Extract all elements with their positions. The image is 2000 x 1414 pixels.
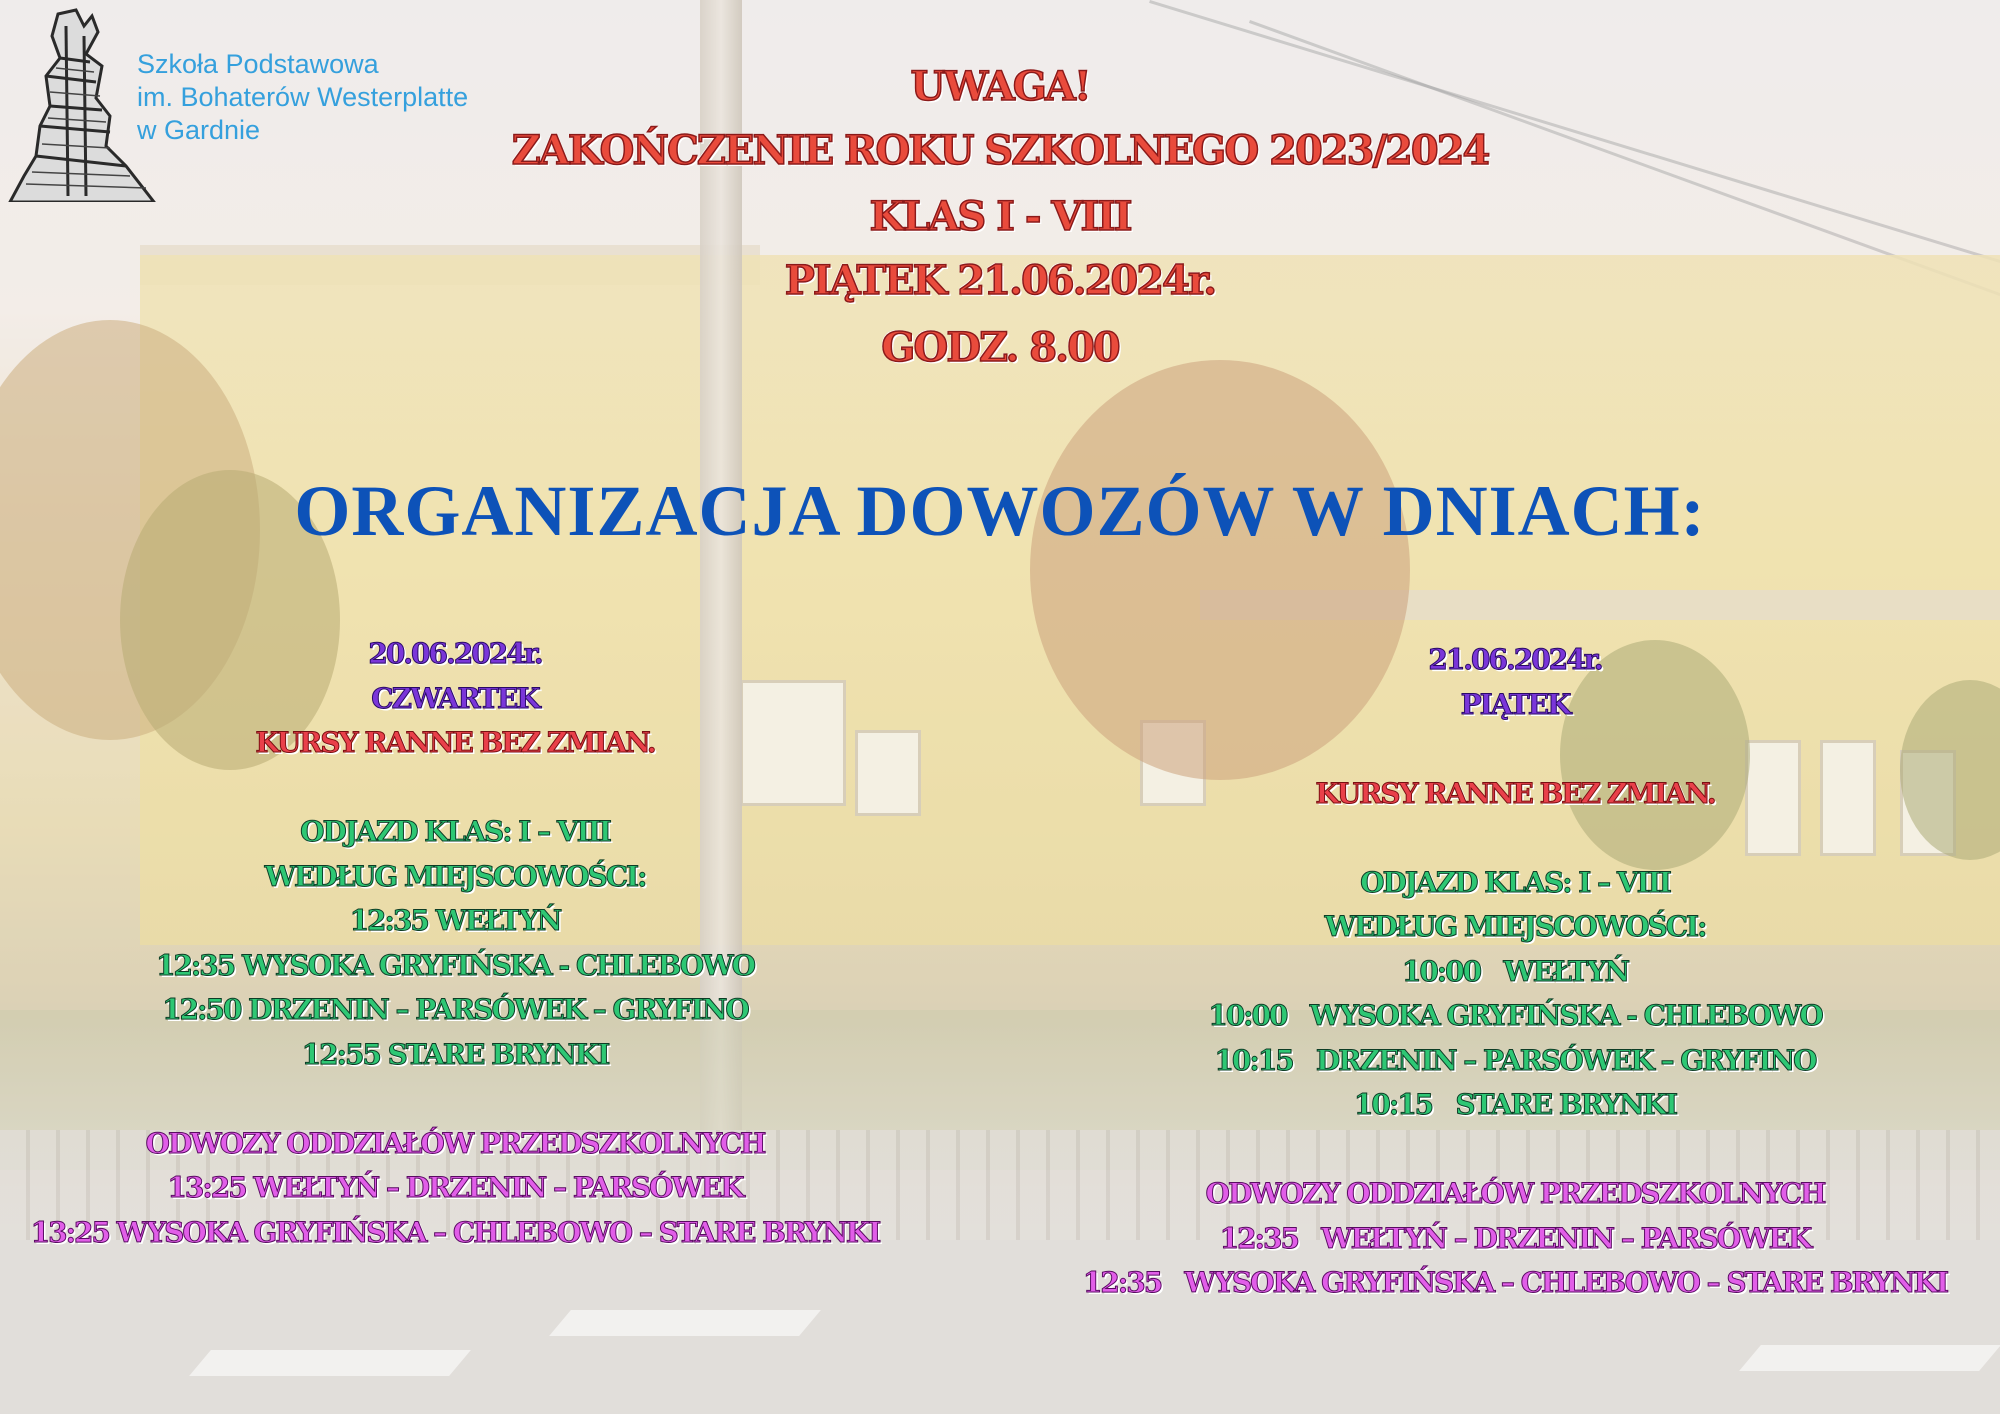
- departure-subheading: WEDŁUG MIEJSCOWOŚCI:: [264, 859, 646, 893]
- preschool-route: 13:25 WEŁTYŃ – DRZENIN – PARSÓWEK: [167, 1171, 743, 1204]
- schedule-date: 20.06.2024r.: [368, 637, 542, 670]
- schedule-date: 21.06.2024r.: [1428, 643, 1602, 676]
- route-line: 12:35 WYSOKA GRYFIŃSKA - CHLEBOWO: [155, 948, 755, 982]
- preschool-route: 12:35 WYSOKA GRYFIŃSKA – CHLEBOWO – STARE BRYNKI: [1082, 1266, 1948, 1299]
- route-line: 12:55 STARE BRYNKI: [301, 1037, 609, 1071]
- route-line: 10:15 DRZENIN – PARSÓWEK – GRYFINO: [1214, 1043, 1816, 1077]
- route-line: 12:50 DRZENIN – PARSÓWEK – GRYFINO: [162, 993, 748, 1026]
- header-classes: KLAS I - VIII: [869, 193, 1131, 240]
- route-line: 12:35 WEŁTYŃ: [349, 904, 561, 937]
- organization-title: ORGANIZACJA DOWOZÓW W DNIACH:: [294, 471, 1706, 551]
- preschool-heading: ODWOZY ODDZIAŁÓW PRZEDSZKOLNYCH: [145, 1126, 765, 1160]
- route-line: 10:00 WEŁTYŃ: [1401, 954, 1629, 988]
- morning-courses-note: KURSY RANNE BEZ ZMIAN.: [1315, 776, 1715, 810]
- school-name-line1: Szkoła Podstawowa: [137, 49, 379, 79]
- schedule-thursday: [0, 632, 910, 1255]
- header-attention: UWAGA!: [910, 63, 1090, 110]
- morning-courses-note: KURSY RANNE BEZ ZMIAN.: [255, 726, 655, 759]
- schedule-day: PIĄTEK: [1460, 687, 1570, 721]
- header-date: PIĄTEK 21.06.2024r.: [784, 257, 1216, 304]
- school-name-line3: w Gardnie: [137, 115, 261, 145]
- preschool-heading: ODWOZY ODDZIAŁÓW PRZEDSZKOLNYCH: [1205, 1177, 1825, 1210]
- route-line: 10:00 WYSOKA GRYFIŃSKA - CHLEBOWO: [1208, 999, 1822, 1032]
- departure-heading: ODJAZD KLAS: I – VIII: [1360, 865, 1670, 899]
- route-line: 10:15 STARE BRYNKI: [1353, 1088, 1677, 1121]
- schedule-friday: [1020, 638, 2000, 1306]
- school-name-line2: im. Bohaterów Westerplatte: [137, 82, 469, 112]
- header-time: GODZ. 8.00: [881, 324, 1119, 371]
- departure-subheading: WEDŁUG MIEJSCOWOŚCI:: [1324, 910, 1706, 943]
- header-year-end: ZAKOŃCZENIE ROKU SZKOLNEGO 2023/2024: [511, 127, 1489, 174]
- departure-heading: ODJAZD KLAS: I – VIII: [300, 815, 610, 848]
- preschool-route: 13:25 WYSOKA GRYFIŃSKA – CHLEBOWO – STARE BRYNKI: [30, 1215, 880, 1249]
- schedule-day: CZWARTEK: [371, 681, 539, 715]
- preschool-route: 12:35 WEŁTYŃ – DRZENIN – PARSÓWEK: [1219, 1221, 1811, 1255]
